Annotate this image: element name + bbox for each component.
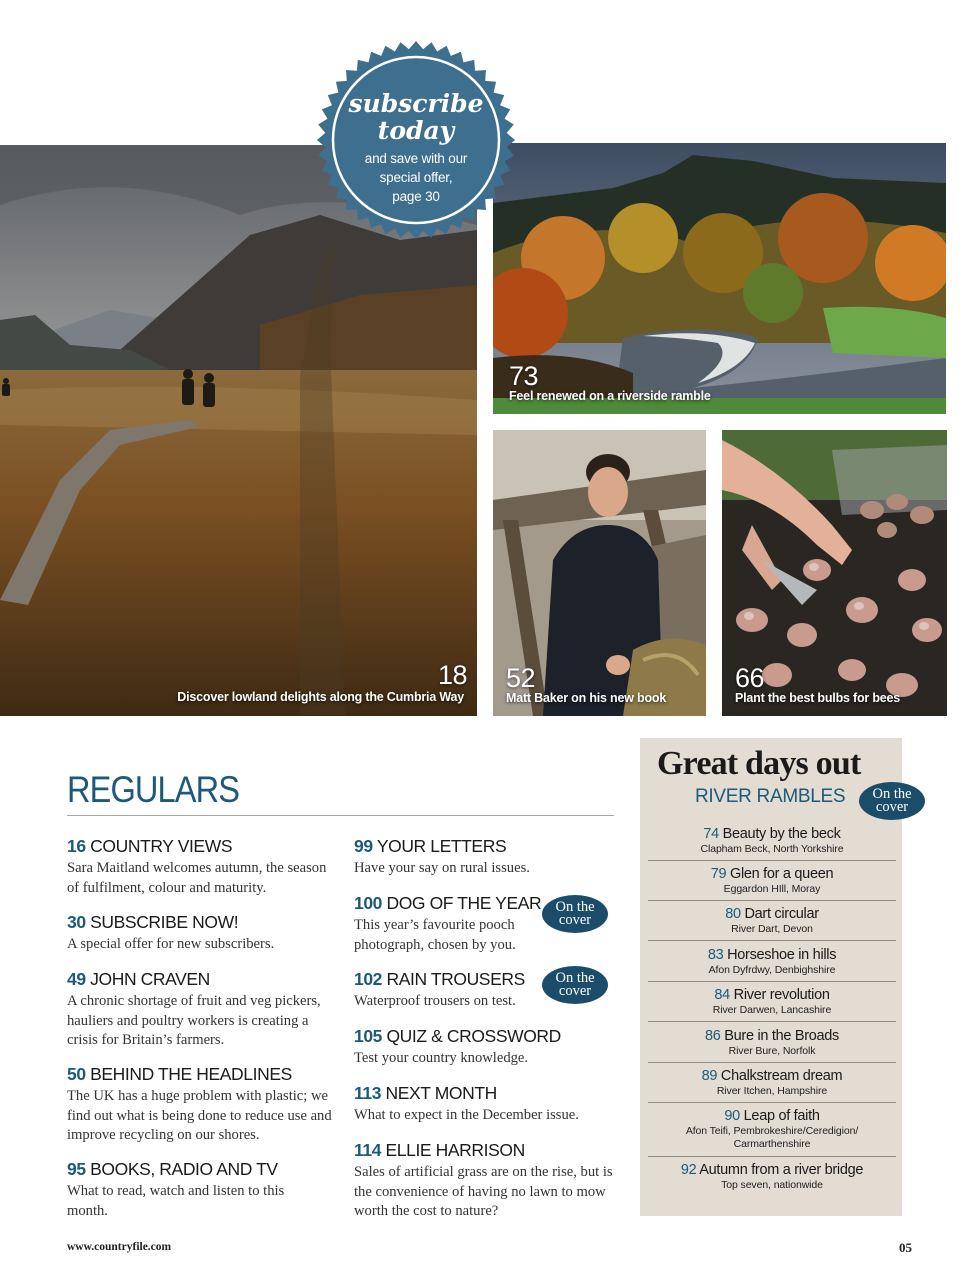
photo-bulbs — [722, 430, 947, 716]
entry-description: Sales of artificial grass are on the rise, but is the convenience of having no lawn to mow worth the cost to nature? — [354, 1164, 613, 1219]
ramble-divider — [648, 1021, 896, 1022]
entry-heading — [354, 1026, 619, 1047]
entry-description: The UK has a huge problem with plastic; we find out what is being done to reduce use and improve recycling on our shores. — [67, 1088, 332, 1143]
ramble-item[interactable] — [648, 1162, 896, 1192]
ramble-page-number: 89 — [701, 1068, 718, 1084]
on-the-cover-badge — [542, 895, 608, 933]
ramble-item[interactable] — [648, 947, 896, 977]
ramble-divider — [648, 981, 896, 982]
entry-description: Have your say on rural issues. — [354, 860, 530, 876]
ramble-location: Afon Teifi, Pembrokeshire/Ceredigion/ Carmarthenshire — [685, 1125, 859, 1150]
entry-title: QUIZ & CROSSWORD — [386, 1026, 561, 1046]
ramble-location: River Bure, Norfolk — [728, 1045, 816, 1057]
entry-title: BEHIND THE HEADLINES — [90, 1064, 292, 1084]
subscribe-badge[interactable] — [316, 40, 516, 240]
entry-description: Waterproof trousers on test. — [354, 993, 516, 1009]
ramble-title-line — [648, 1068, 896, 1085]
entry-description: Test your country knowledge. — [354, 1050, 529, 1066]
entry-title: RAIN TROUSERS — [386, 969, 525, 989]
entry-page-number: 100 — [354, 893, 382, 913]
photo-page-number: 52 — [506, 663, 536, 693]
ramble-item[interactable] — [648, 826, 896, 856]
entry-heading — [354, 1083, 619, 1104]
entry-title: ELLIE HARRISON — [385, 1140, 525, 1160]
on-cover-line1: On the — [872, 786, 912, 802]
river-illustration — [493, 143, 946, 414]
ramble-title-line — [648, 947, 896, 964]
ramble-location: Eggardon HIll, Moray — [723, 883, 821, 895]
badge-text-line3: page 30 — [392, 189, 440, 204]
regular-entry[interactable] — [67, 1159, 287, 1221]
ramble-title: Autumn from a river bridge — [699, 1162, 864, 1178]
entry-heading — [67, 912, 332, 933]
regular-entry[interactable] — [354, 1026, 619, 1069]
photo-caption: Discover lowland delights along the Cumbria Way — [177, 690, 464, 704]
ramble-title-line — [648, 1028, 896, 1045]
ramble-title: River revolution — [733, 987, 830, 1003]
ramble-page-number: 92 — [680, 1162, 697, 1178]
entry-description: Sara Maitland welcomes autumn, the season of fulfilment, colour and maturity. — [67, 860, 327, 896]
entry-heading — [67, 836, 332, 857]
ramble-item[interactable] — [648, 1108, 896, 1151]
entry-page-number: 113 — [354, 1083, 382, 1103]
regular-entry[interactable] — [354, 893, 542, 955]
regular-entry[interactable] — [67, 969, 332, 1051]
badge-text-line1: and save with our — [364, 151, 468, 166]
entry-description: A chronic shortage of fruit and veg pickers, hauliers and poultry workers is creating a crisis for Britain’s farmers. — [67, 993, 321, 1048]
photo-riverside-ramble — [493, 143, 946, 414]
entry-description: A special offer for new subscribers. — [67, 936, 275, 952]
photo-caption: Feel renewed on a riverside ramble — [509, 389, 711, 403]
ramble-item[interactable] — [648, 906, 896, 936]
regular-entry[interactable] — [354, 1140, 616, 1222]
ramble-title-line — [648, 1108, 896, 1125]
photo-matt-baker — [493, 430, 706, 716]
on-cover-line1: On the — [555, 970, 595, 986]
regular-entry[interactable] — [354, 969, 554, 1012]
ramble-title-line — [648, 866, 896, 883]
ramble-title-line — [648, 1162, 896, 1179]
ramble-title-line — [648, 906, 896, 923]
ramble-divider — [648, 1062, 896, 1063]
badge-text-line2: special offer, — [379, 170, 453, 185]
ramble-item[interactable] — [648, 987, 896, 1017]
entry-heading — [354, 836, 619, 857]
regulars-heading: REGULARS — [67, 769, 240, 810]
entry-page-number: 49 — [67, 969, 86, 989]
ramble-title: Dart circular — [744, 906, 819, 922]
entry-page-number: 95 — [67, 1159, 86, 1179]
great-days-out-heading: Great days out — [657, 745, 861, 782]
entry-title: BOOKS, RADIO AND TV — [90, 1159, 278, 1179]
ramble-page-number: 84 — [714, 987, 730, 1003]
on-the-cover-badge — [542, 966, 608, 1004]
ramble-title: Chalkstream dream — [720, 1068, 843, 1084]
regular-entry[interactable] — [354, 1083, 619, 1126]
ramble-page-number: 74 — [703, 826, 719, 842]
ramble-location: Afon Dyfrdwy, Denbighshire — [708, 964, 836, 976]
ramble-title-line — [648, 987, 896, 1004]
ramble-title: Glen for a queen — [730, 866, 834, 882]
entry-heading — [67, 1064, 332, 1085]
regular-entry[interactable] — [67, 912, 332, 955]
ramble-divider — [648, 860, 896, 861]
entry-heading — [354, 1140, 616, 1161]
ramble-title: Leap of faith — [743, 1108, 820, 1124]
river-rambles-subheading: RIVER RAMBLES — [695, 786, 846, 807]
ramble-location: Top seven, nationwide — [721, 1179, 823, 1191]
entry-title: NEXT MONTH — [385, 1083, 497, 1103]
ramble-page-number: 79 — [710, 866, 727, 882]
entry-page-number: 16 — [67, 836, 86, 856]
regulars-divider — [67, 815, 614, 816]
ramble-title-line — [648, 826, 896, 843]
entry-page-number: 50 — [67, 1064, 86, 1084]
ramble-location: River Dart, Devon — [731, 923, 813, 935]
entry-description: What to expect in the December issue. — [354, 1107, 579, 1123]
entry-heading — [354, 969, 554, 990]
entry-heading — [354, 893, 542, 914]
entry-page-number: 114 — [354, 1140, 382, 1160]
ramble-location: Clapham Beck, North Yorkshire — [700, 843, 844, 855]
entry-heading — [67, 969, 332, 990]
ramble-divider — [648, 1156, 896, 1157]
entry-heading — [67, 1159, 287, 1180]
ramble-item[interactable] — [648, 866, 896, 896]
regular-entry[interactable] — [67, 1064, 332, 1146]
entry-page-number: 102 — [354, 969, 382, 989]
ramble-divider — [648, 940, 896, 941]
on-cover-line2: cover — [558, 911, 592, 928]
entry-description: This year’s favourite pooch photograph, chosen by you. — [354, 917, 516, 953]
ramble-location: River Darwen, Lancashire — [712, 1004, 832, 1016]
entry-title: SUBSCRIBE NOW! — [90, 912, 239, 932]
entry-page-number: 105 — [354, 1026, 382, 1046]
ramble-item[interactable] — [648, 1068, 896, 1098]
ramble-title: Beauty by the beck — [722, 826, 841, 842]
entry-page-number: 30 — [67, 912, 86, 932]
ramble-title: Horseshoe in hills — [727, 947, 837, 963]
photo-page-number: 73 — [509, 361, 539, 391]
entry-title: YOUR LETTERS — [376, 836, 507, 856]
on-cover-line2: cover — [875, 798, 909, 815]
entry-title: JOHN CRAVEN — [90, 969, 210, 989]
on-cover-line1: On the — [555, 899, 595, 915]
regular-entry[interactable] — [354, 836, 619, 879]
badge-title-line2: today — [377, 116, 455, 145]
entry-title: DOG OF THE YEAR — [386, 893, 542, 913]
footer-website[interactable]: www.countryfile.com — [67, 1241, 172, 1253]
entry-description: What to read, watch and listen to this month. — [67, 1183, 285, 1219]
badge-title-line1: subscribe — [348, 89, 484, 118]
entry-title: COUNTRY VIEWS — [90, 836, 233, 856]
ramble-page-number: 86 — [705, 1028, 721, 1044]
ramble-page-number: 80 — [725, 906, 741, 922]
photo-caption: Matt Baker on his new book — [506, 691, 667, 705]
entry-page-number: 99 — [354, 836, 373, 856]
ramble-divider — [648, 1102, 896, 1103]
on-cover-line2: cover — [558, 982, 592, 999]
ramble-divider — [648, 900, 896, 901]
photo-caption: Plant the best bulbs for bees — [735, 691, 901, 705]
ramble-page-number: 90 — [724, 1108, 740, 1124]
ramble-page-number: 83 — [707, 947, 724, 963]
photo-page-number: 66 — [735, 663, 765, 693]
page-number: 05 — [899, 1240, 912, 1255]
ramble-title: Bure in the Broads — [724, 1028, 839, 1044]
on-the-cover-badge — [859, 782, 925, 820]
ramble-location: River Itchen, Hampshire — [716, 1085, 828, 1097]
ramble-item[interactable] — [648, 1028, 896, 1058]
regular-entry[interactable] — [67, 836, 332, 898]
photo-page-number: 18 — [438, 660, 468, 690]
